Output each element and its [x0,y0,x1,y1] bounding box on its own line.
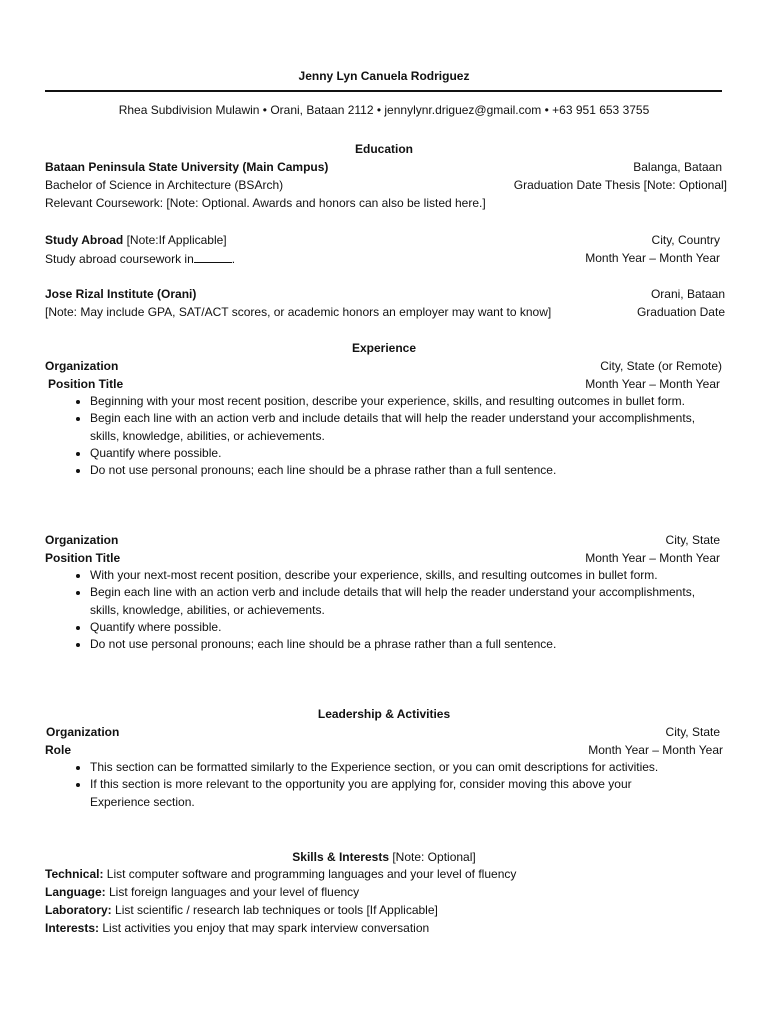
list-item: skills, knowledge, abilities, or achievements. [90,602,325,617]
study-abroad-dates: Month Year – Month Year [585,251,720,265]
school2-graduation: Graduation Date [636,305,725,319]
leadership-role: Role [45,743,72,757]
fill-in-blank [194,251,232,263]
skills-heading: Skills & Interests [292,850,389,864]
skills-technical [45,867,516,882]
interests-text: List activities you enjoy that may spark interview conversation [99,921,430,935]
study-abroad-coursework [45,251,235,267]
skills-laboratory [45,903,438,918]
skills-heading-line [0,850,768,865]
laboratory-label: Laboratory: [45,903,112,917]
job2-organization: Organization [45,533,119,547]
job2-location: City, State [665,533,720,547]
study-abroad-coursework-suffix: . [231,252,236,266]
leadership-dates: Month Year – Month Year [588,743,723,757]
technical-text: List computer software and programming languages and your level of fluency [103,867,517,881]
study-abroad-note: [Note:If Applicable] [123,233,227,247]
technical-label: Technical: [45,867,104,881]
contact-line: Rhea Subdivision Mulawin • Orani, Bataan 2112 • jennylynr.driguez@gmail.com • +63 951 653 3755 [118,103,650,117]
study-abroad-location: City, Country [651,233,720,247]
list-item: • Quantify where possible. [90,445,730,462]
school1-coursework: Relevant Coursework: [Note: Optional. Awards and honors can also be listed here.] [45,196,486,210]
education-heading: Education [354,142,413,156]
list-item: • Begin each line with an action verb and include details that will help the reader understand your accomplishments, [90,410,730,427]
list-item: • Quantify where possible. [90,619,730,636]
list-item: • If this section is more relevant to the opportunity you are applying for, consider moving this above your Experience section. [90,776,655,811]
candidate-name: Jenny Lyn Canuela Rodriguez [298,69,470,83]
list-item: • Do not use personal pronouns; each line should be a phrase rather than a full sentence. [90,636,730,653]
leadership-location: City, State [665,725,720,739]
school2-name: Jose Rizal Institute (Orani) [45,287,197,301]
leadership-bullet-list [45,759,730,811]
job2-position-title: Position Title [45,551,121,565]
list-item: • Beginning with your most recent position, describe your experience, skills, and resulting outcomes in bullet form. [90,393,730,410]
job2-bullet-list [45,567,730,653]
laboratory-text: List scientific / research lab techniques or tools [If Applicable] [111,903,438,917]
leadership-organization: Organization [46,725,120,739]
school1-name: Bataan Peninsula State University (Main Campus) [45,160,329,174]
school2-location: Orani, Bataan [650,287,725,301]
list-item: • With your next-most recent position, describe your experience, skills, and resulting outcomes in bullet form. [90,567,730,584]
school1-graduation: Graduation Date Thesis [Note: Optional] [513,178,727,192]
school2-note: [Note: May include GPA, SAT/ACT scores, or academic honors an employer may want to know] [45,305,552,319]
study-abroad-line [45,233,227,248]
skills-interests [45,921,429,936]
job1-bullet-list [45,393,730,479]
study-abroad-coursework-prefix: Study abroad coursework in [45,252,194,266]
job2-dates: Month Year – Month Year [585,551,720,565]
interests-label: Interests: [45,921,100,935]
language-label: Language: [45,885,106,899]
job1-dates: Month Year – Month Year [585,377,720,391]
job1-position-title: Position Title [48,377,124,391]
list-item: • Do not use personal pronouns; each line should be a phrase rather than a full sentence. [90,462,730,479]
skills-heading-note: [Note: Optional] [389,850,476,864]
study-abroad-title: Study Abroad [45,233,124,247]
job1-location: City, State (or Remote) [600,359,722,373]
list-item: • This section can be formatted similarly to the Experience section, or you can omit descriptions for activities. [90,759,730,776]
job1-organization: Organization [45,359,119,373]
school1-degree: Bachelor of Science in Architecture (BSArch) [45,178,284,192]
list-item: skills, knowledge, abilities, or achievements. [90,428,325,443]
header-divider [45,90,722,92]
leadership-heading: Leadership & Activities [317,707,451,721]
school1-location: Balanga, Bataan [633,160,722,174]
language-text: List foreign languages and your level of fluency [105,885,360,899]
skills-language [45,885,359,900]
list-item: • Begin each line with an action verb and include details that will help the reader understand your accomplishments, [90,584,730,601]
experience-heading: Experience [351,341,417,355]
